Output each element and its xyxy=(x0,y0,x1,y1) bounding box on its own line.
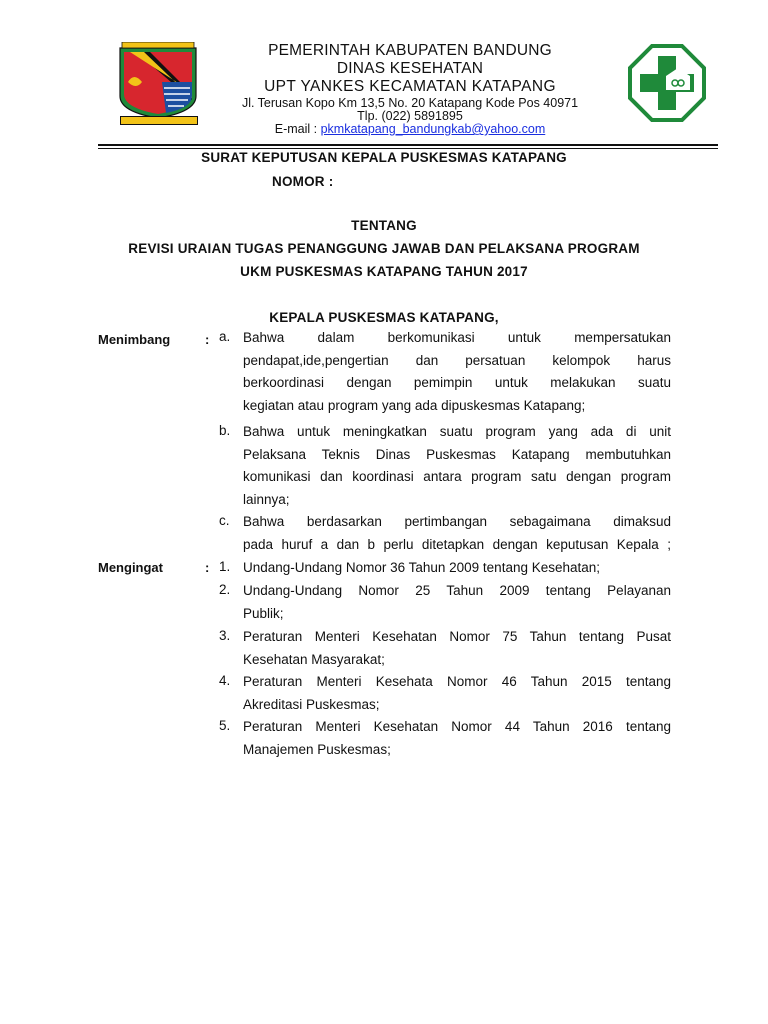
header-department: DINAS KESEHATAN xyxy=(336,60,484,77)
header-divider-thick xyxy=(98,144,718,146)
mengingat-2-text xyxy=(243,580,671,625)
mengingat-label: Mengingat xyxy=(98,560,163,575)
text-line: berkoordinasi dengan pemimpin untuk melakukan suatu xyxy=(243,375,671,390)
menimbang-label: Menimbang xyxy=(98,332,171,347)
text-line: Undang-Undang Nomor 25 Tahun 2009 tentang Pelayanan xyxy=(243,583,671,598)
text-line: Peraturan Menteri Kesehatan Nomor 75 Tahun tentang Pusat xyxy=(243,629,671,644)
text-line: Pelaksana Teknis Dinas Puskesmas Katapang membutuhkan xyxy=(243,446,671,462)
mengingat-4-mark: 4. xyxy=(219,673,231,688)
text-line: Bahwa untuk meningkatkan suatu program yang ada di unit xyxy=(243,424,671,439)
text-line: pendapat,ide,pengertian dan persatuan kelompok harus xyxy=(243,352,671,368)
email-link[interactable]: pkmkatapang_bandungkab@yahoo.com xyxy=(320,122,546,136)
header-address: Jl. Terusan Kopo Km 13,5 No. 20 Katapang Kode Pos 40971 xyxy=(241,96,579,110)
decree-title: SURAT KEPUTUSAN KEPALA PUSKESMAS KATAPANG xyxy=(201,150,567,165)
decree-subject-line2: UKM PUSKESMAS KATAPANG TAHUN 2017 xyxy=(240,264,528,279)
text-line: Peraturan Menteri Kesehatan Nomor 44 Tahun 2016 tentang xyxy=(243,719,671,734)
mengingat-1-text xyxy=(243,557,671,580)
decree-subject-line1: REVISI URAIAN TUGAS PENANGGUNG JAWAB DAN PELAKSANA PROGRAM xyxy=(128,241,640,256)
text-line: kegiatan atau program yang ada dipuskesmas Katapang; xyxy=(243,397,586,413)
mengingat-colon: : xyxy=(205,560,210,575)
puskesmas-logo xyxy=(628,44,706,122)
text-line: Peraturan Menteri Kesehata Nomor 46 Tahun 2015 tentang xyxy=(243,674,671,689)
header-phone: Tlp. (022) 5891895 xyxy=(357,109,463,123)
text-line: komunikasi dan koordinasi antara program satu dengan program xyxy=(243,469,671,484)
menimbang-b-text xyxy=(243,421,671,511)
mengingat-2-mark: 2. xyxy=(219,582,231,597)
menimbang-a-text xyxy=(243,327,671,417)
mengingat-3-text xyxy=(243,626,671,671)
text-line: Manajemen Puskesmas; xyxy=(243,741,391,757)
health-cross-icon xyxy=(628,44,706,122)
emblem-shield-icon xyxy=(116,42,200,124)
mengingat-4-text xyxy=(243,671,671,716)
mengingat-5-text xyxy=(243,716,671,761)
menimbang-c-mark: c. xyxy=(219,513,230,528)
header-divider-thin xyxy=(98,148,718,149)
mengingat-1-mark: 1. xyxy=(219,559,231,574)
header-government: PEMERINTAH KABUPATEN BANDUNG xyxy=(268,42,552,59)
emblem-motto-ribbon xyxy=(120,116,198,125)
header-unit: UPT YANKES KECAMATAN KATAPANG xyxy=(264,78,556,95)
menimbang-b-mark: b. xyxy=(219,423,231,438)
text-line: Bahwa dalam berkomunikasi untuk mempersatukan xyxy=(243,330,671,345)
header-email-line xyxy=(200,122,620,136)
text-line: pada huruf a dan b perlu ditetapkan dengan keputusan Kepala ; xyxy=(243,536,671,552)
mengingat-5-mark: 5. xyxy=(219,718,231,733)
text-line: Akreditasi Puskesmas; xyxy=(243,696,380,712)
text-line: Kesehatan Masyarakat; xyxy=(243,651,385,667)
menimbang-c-text xyxy=(243,511,671,556)
text-line: Undang-Undang Nomor 36 Tahun 2009 tentang Kesehatan; xyxy=(243,560,601,575)
decree-number: NOMOR : xyxy=(272,174,334,189)
text-line: lainnya; xyxy=(243,491,290,507)
kabupaten-bandung-logo xyxy=(116,42,200,124)
text-line: Bahwa berdasarkan pertimbangan sebagaimana dimaksud xyxy=(243,514,671,529)
text-line: Publik; xyxy=(243,605,284,621)
menimbang-colon: : xyxy=(205,332,210,347)
decree-official: KEPALA PUSKESMAS KATAPANG, xyxy=(269,310,499,325)
email-label: E-mail : xyxy=(274,122,321,136)
decree-tentang: TENTANG xyxy=(351,218,417,233)
mengingat-3-mark: 3. xyxy=(219,628,231,643)
menimbang-a-mark: a. xyxy=(219,329,231,344)
